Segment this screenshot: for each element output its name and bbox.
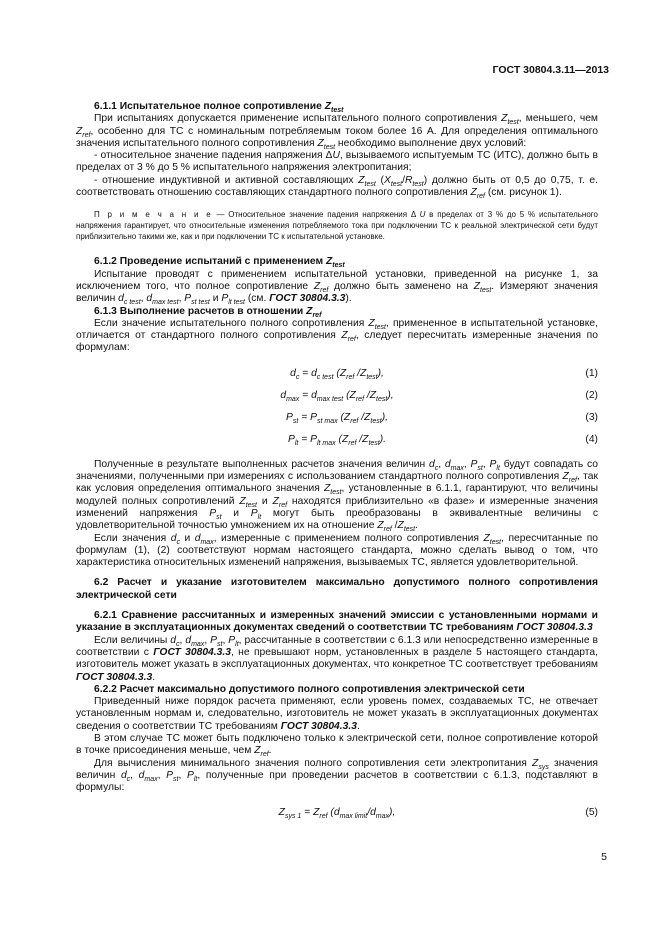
- formula-5: $Z_{sys 1} = Z_{ref}$ $(d_{max limit}/d_{max})$, (5): [278, 807, 598, 821]
- paragraph: Если величины $d_c$, $d_{max}$, $P_{st}$, $P_{lt}$, рассчитанные в соответствии с 6.1.3 или непосредственно измеренные в соответствии с ГОСТ 30804.3.3, не превышают норм, установленных в разделе 5 настоящего стандарта, изготовитель может указать в эксплуатационных документах, что конкретное ТС соответствует требованиям ГОСТ 30804.3.3.: [76, 634, 598, 683]
- formula-2: $d_{max} = d_{max test}$ ($Z_{ref}$ $/Z_{test}$), (2): [280, 389, 598, 403]
- list-item: - относительное значение падения напряжения ΔU, вызываемого испытуемым ТС (ИТС), должно быть в пределах от 3 % до 5 % испытательного напряжения электропитания;: [76, 150, 598, 174]
- paragraph: Если значения $d_c$ и $d_{max}$, измеренные с применением полного сопротивления $Z_{test}$, пересчитанные по формулам (1), (2) соответствуют нормам настоящего стандарта, можно сделать вывод о том, что характеристика относительных изменений напряжения, вызываемых ТС, является удовлетворительной.: [76, 532, 599, 569]
- paragraph: В этом случае ТС может быть подключено только к электрической сети, полное сопротивление которой в точке присоединения меньше, чем $Z_{ref}$.: [76, 732, 598, 759]
- section-6-2-2-heading: 6.2.2 Расчет максимально допустимого полного сопротивления электрической сети: [94, 683, 525, 695]
- page-body: [76, 95, 598, 824]
- section-6-2-1-heading: 6.2.1 Сравнение рассчитанных и измеренных значений эмиссии с установленными нормами и указание в эксплуатационных документах сведений о соответствии ТС требованиям ГОСТ 30804.3.3: [76, 610, 598, 634]
- formula-3: $P_{st} = P_{st max}$ ($Z_{ref}$ $/Z_{test}$), (3): [286, 411, 598, 425]
- section-6-2-heading: 6.2 Расчет и указание изготовителем максимально допустимого полного сопротивления электрической сети: [76, 577, 598, 601]
- formula-1: $d_c = d_{c test}$ ($Z_{ref}$ $/Z_{test}$), (1): [290, 367, 598, 381]
- standard-header: ГОСТ 30804.3.11—2013: [492, 64, 609, 76]
- section-6-1-1-heading: 6.1.1 Испытательное полное сопротивление $Z_{test}$: [94, 101, 344, 115]
- paragraph: Испытание проводят с применением испытательной установки, приведенной на рисунке 1, за исключением того, что полное сопротивление $Z_{ref}$ должно быть заменено на $Z_{test}$. Измеряют значения величин $d_{c test}$, $d_{max test}$, $P_{st test}$ и $P_{lt test}$ (см. ГОСТ 30804.3.3).: [76, 268, 598, 307]
- note: П р и м е ч а н и е — Относительное значение падения напряжения Δ U в пределах от 3 % до 5 % испытательного напряжения гарантирует, что относительные изменения потребляемого тока при подключении ТС к реальной электрической сети будут приблизительно такими же, как и при подключении ТС к испытательной установке.: [76, 210, 598, 242]
- paragraph: Для вычисления минимального значения полного сопротивления сети электропитания $Z_{sys}$ значения величин $d_c$, $d_{max}$, $P_{st}$, $P_{lt}$, полученные при проведении расчетов в соответствии с 6.1.3, подставляют в формулы:: [76, 757, 599, 794]
- paragraph: Полученные в результате выполненных расчетов значения величин $d_c$, $d_{max}$, $P_{st}$, $P_{lt}$ будут совпадать со значениями, полученными при измерениях с использованием стандартного полного сопротивления $Z_{ref}$, так как условия определения оптимального значения $Z_{test}$, установленные в 6.1.1, гарантируют, что величины модулей полных сопротивлений $Z_{test}$ и $Z_{ref}$ находятся приблизительно «в фазе» и измеренные значения изменений напряжения $P_{st}$ и $P_{lt}$ могут быть преобразованы в эквивалентные величины с удовлетворительной точностью умножением их на отношение $Z_{ref}$ $/Z_{test}$.: [76, 458, 598, 534]
- paragraph: Если значение испытательного полного сопротивления $Z_{test}$, примененное в испытательной установке, отличается от стандартного полного сопротивления $Z_{ref}$, следует пересчитать измеренные значения по формулам:: [76, 317, 598, 354]
- page-number: 5: [601, 851, 607, 863]
- paragraph: При испытаниях допускается применение испытательного полного сопротивления $Z_{test}$, меньшего, чем $Z_{ref}$, особенно для ТС с номинальным потребляемым током более 16 А. Для определения оптимального значения испытательного полного сопротивления $Z_{test}$ необходимо выполнение двух условий:: [76, 113, 598, 151]
- section-6-1-2-heading: 6.1.2 Проведение испытаний с применением $Z_{test}$: [94, 256, 345, 270]
- formula-4: $P_{lt} = P_{lt max}$ ($Z_{ref}$ $/Z_{test}$). (4): [287, 433, 598, 447]
- paragraph: Приведенный ниже порядок расчета применяют, если уровень помех, создаваемых ТС, не отвечает установленным нормам и, следовательно, изготовитель не может указать в эксплуатационных документах сведения о соответствии ТС требованиям ГОСТ 30804.3.3.: [76, 696, 598, 732]
- section-6-1-3-heading: 6.1.3 Выполнение расчетов в отношении $Z_{ref}$: [94, 305, 322, 319]
- list-item: - отношение индуктивной и активной составляющих $Z_{test}$ $(X_{test}/R_{test})$ должно быть от 0,5 до 0,75, т. е. соответствовать отношению составляющих стандартного полного сопротивления $Z_{ref}$ (см. рисунок 1).: [76, 174, 599, 201]
